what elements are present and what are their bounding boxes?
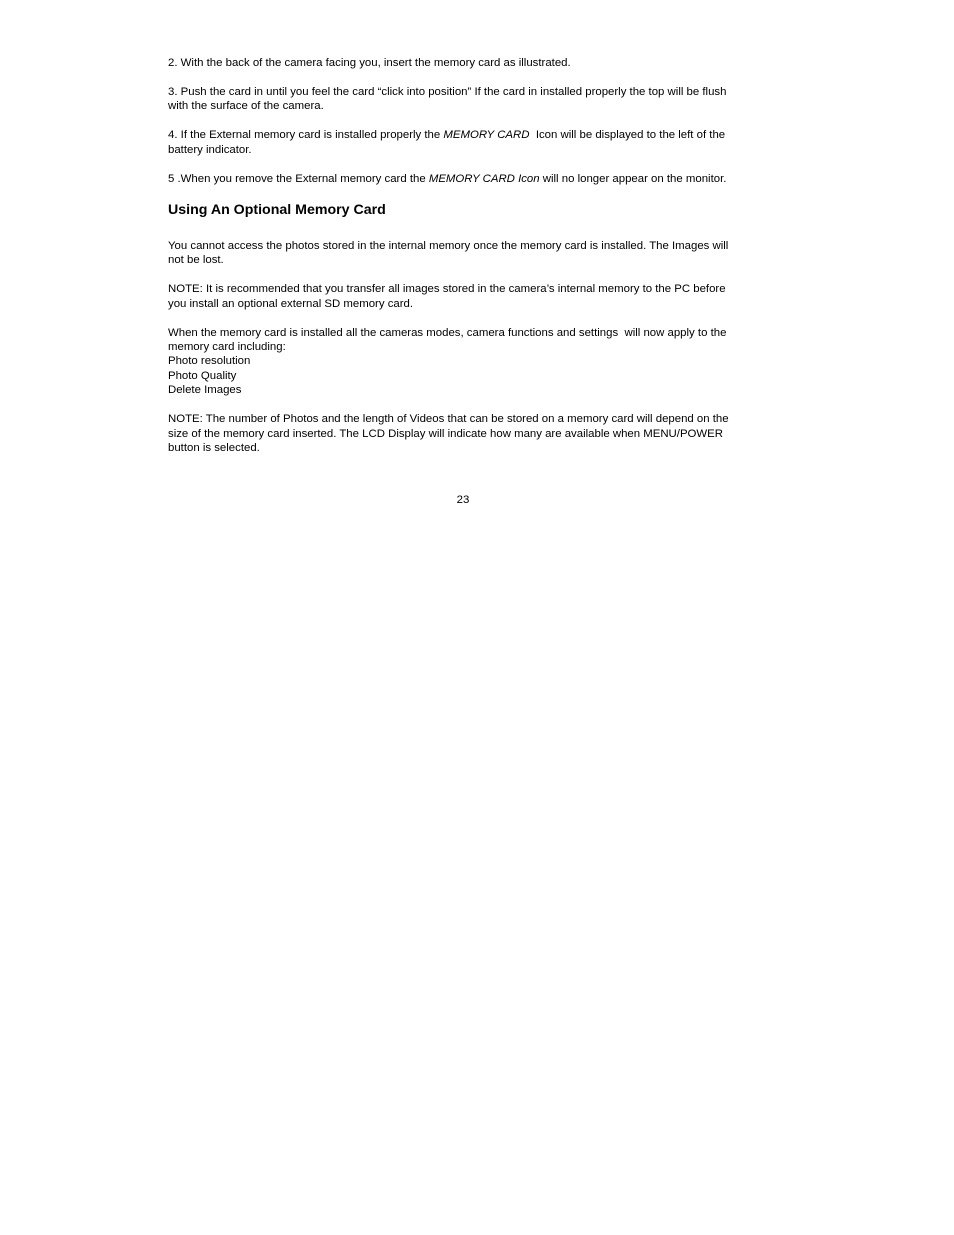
step-5-prefix: 5 .When you remove the External memory card the — [168, 172, 429, 185]
note-2-line-1: NOTE: The number of Photos and the length of Videos that can be stored on a memory card will depend on the — [168, 413, 729, 426]
step-3-line-1: 3. Push the card in until you feel the card “click into position” If the card in installed properly the top will be flush — [168, 86, 727, 98]
installed-line-2: memory card including: — [168, 341, 286, 354]
note-1-paragraph — [168, 282, 786, 311]
note-2-line-3: button is selected. — [168, 442, 260, 455]
step-3-line-2: with the surface of the camera. — [168, 100, 324, 113]
list-item-photo-quality: Photo Quality — [168, 369, 237, 382]
list-item-photo-resolution: Photo resolution — [168, 355, 251, 368]
access-line-1: You cannot access the photos stored in the internal memory once the memory card is installed. The Images will — [168, 239, 729, 252]
step-2-paragraph — [168, 56, 786, 70]
installed-paragraph — [168, 326, 786, 398]
step-4-paragraph — [168, 128, 786, 157]
access-line-2: not be lost. — [168, 254, 224, 267]
page-number: 23 — [456, 494, 470, 506]
step-3-paragraph — [168, 85, 786, 114]
list-item-delete-images: Delete Images — [168, 384, 242, 397]
step-4-line-2: battery indicator. — [168, 143, 252, 156]
step-5-memory-card-icon-term: MEMORY CARD Icon — [428, 172, 540, 185]
step-4-line-1 — [168, 128, 786, 142]
section-heading: Using An Optional Memory Card — [168, 201, 386, 218]
step-5-paragraph — [168, 172, 786, 186]
note-1-line-1: NOTE: It is recommended that you transfer all images stored in the camera’s internal memory to the PC before — [168, 283, 726, 296]
access-paragraph — [168, 239, 786, 268]
note-1-line-2: you install an optional external SD memory card. — [168, 297, 414, 310]
note-2-line-2: size of the memory card inserted. The LCD Display will indicate how many are available when MENU/POWER — [168, 427, 723, 440]
step-4-suffix: Icon will be displayed to the left of the — [529, 129, 726, 142]
step-5-suffix: will no longer appear on the monitor. — [539, 172, 727, 185]
step-2-text: 2. With the back of the camera facing you, insert the memory card as illustrated. — [168, 57, 571, 69]
installed-line-1: When the memory card is installed all the cameras modes, camera functions and settings will now apply to the — [168, 326, 727, 339]
step-4-memory-card-term: MEMORY CARD — [443, 129, 530, 142]
note-2-paragraph — [168, 412, 786, 455]
manual-page-body — [168, 56, 786, 470]
step-4-prefix: 4. If the External memory card is installed properly the — [168, 129, 444, 142]
step-5-line-1 — [168, 172, 786, 186]
